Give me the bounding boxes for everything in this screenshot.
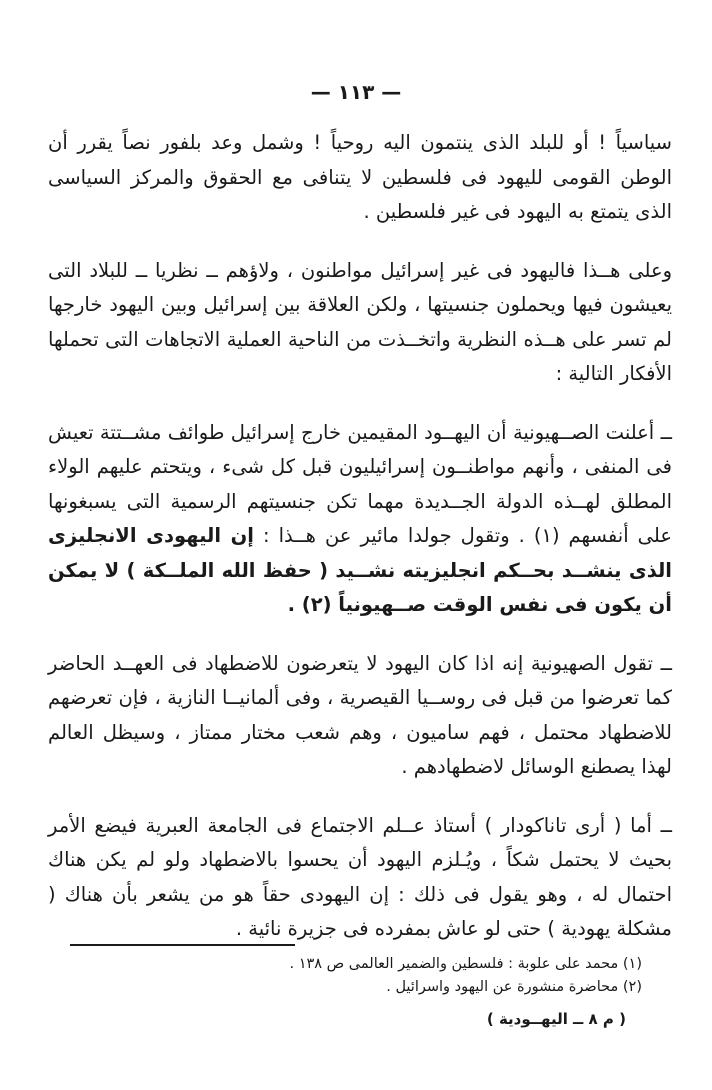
paragraph-text: ــ تقول الصهيونية إنه اذا كان اليهود لا يتعرضون للاضطهاد فى العهــد الحاضر كما تعرضوا من قبل فى روســيا القيصرية ، وفى ألمانيــا النازية ، فإن تعرضهم للاضطهاد محتمل ، فهم ساميون ، وهم شعب مختار ممتاز ، وسيظل العالم لهذا يصطنع الوسائل لاضطهادهم .	[48, 651, 672, 778]
paragraph-3	[48, 416, 672, 623]
page-number: — ١١٣ —	[310, 80, 402, 104]
paragraph-4	[48, 647, 672, 785]
paragraph-text: ــ أعلنت الصــهيونية أن اليهــود المقيمين خارج إسرائيل طوائف مشــتتة تعيش فى المنفى ، وأنهم مواطنــون إسرائيليون قبل كل شىء ، ويتحتم عليهم الولاء المطلق لهــذه الدولة الجــديدة مهما تكن جنسيتهم الرسمية التى يسبغونها على أنفسهم (١) . وتقول جولدا مائير عن هــذا :	[48, 420, 672, 547]
footnote-1: (١) محمد على علوبة : فلسطين والضمير العالمى ص ١٣٨ .	[289, 956, 642, 972]
footnotes	[60, 953, 642, 999]
paragraph-text: سياسياً ! أو للبلد الذى ينتمون اليه روحياً ! وشمل وعد بلفور نصاً يقرر أن الوطن القومى لليهود فى فلسطين لا يتنافى مع الحقوق والمركز السياسى الذى يتمتع به اليهود فى غير فلسطين .	[48, 131, 672, 223]
signature-mark: ( م ٨ ــ اليهــودية )	[486, 1010, 626, 1028]
paragraph-text: وعلى هــذا فاليهود فى غير إسرائيل مواطنون ، ولاؤهم ــ نظريا ــ للبلاد التى يعيشون فيها ويحملون جنسيتها ، ولكن العلاقة بين إسرائيل وبين اليهود خارجها لم تسر على هــذه النظرية واتخــذت من الناحية العملية الاتجاهات التى تحملها الأفكار التالية :	[48, 258, 672, 385]
quote-golda-meir: إن اليهودى الانجليزى الذى ينشــد بحــكم انجليزيته نشــيد ( حفظ الله الملــكة ) لا يمكن أن يكون فى نفس الوقت صــهيونياً (٢) .	[48, 524, 672, 616]
footnote-2: (٢) محاضرة منشورة عن اليهود واسرائيل .	[386, 979, 642, 995]
body-text	[48, 126, 672, 971]
footnote-divider	[70, 944, 295, 946]
paragraph-5	[48, 809, 672, 947]
paragraph-text: ــ أما ( أرى تاناكودار ) أستاذ عــلم الاجتماع فى الجامعة العبرية فيضع الأمر بحيث لا يحتمل شكاً ، ويُـلزم اليهود أن يحسوا بالاضطهاد ولو لم يكن هناك احتمال له ، وهو يقول فى ذلك : إن اليهودى حقاً هو من يشعر بأن هناك ( مشكلة يهودية ) حتى لو عاش بمفرده فى جزيرة نائية .	[48, 813, 672, 940]
paragraph-2	[48, 254, 672, 392]
paragraph-1	[48, 126, 672, 230]
